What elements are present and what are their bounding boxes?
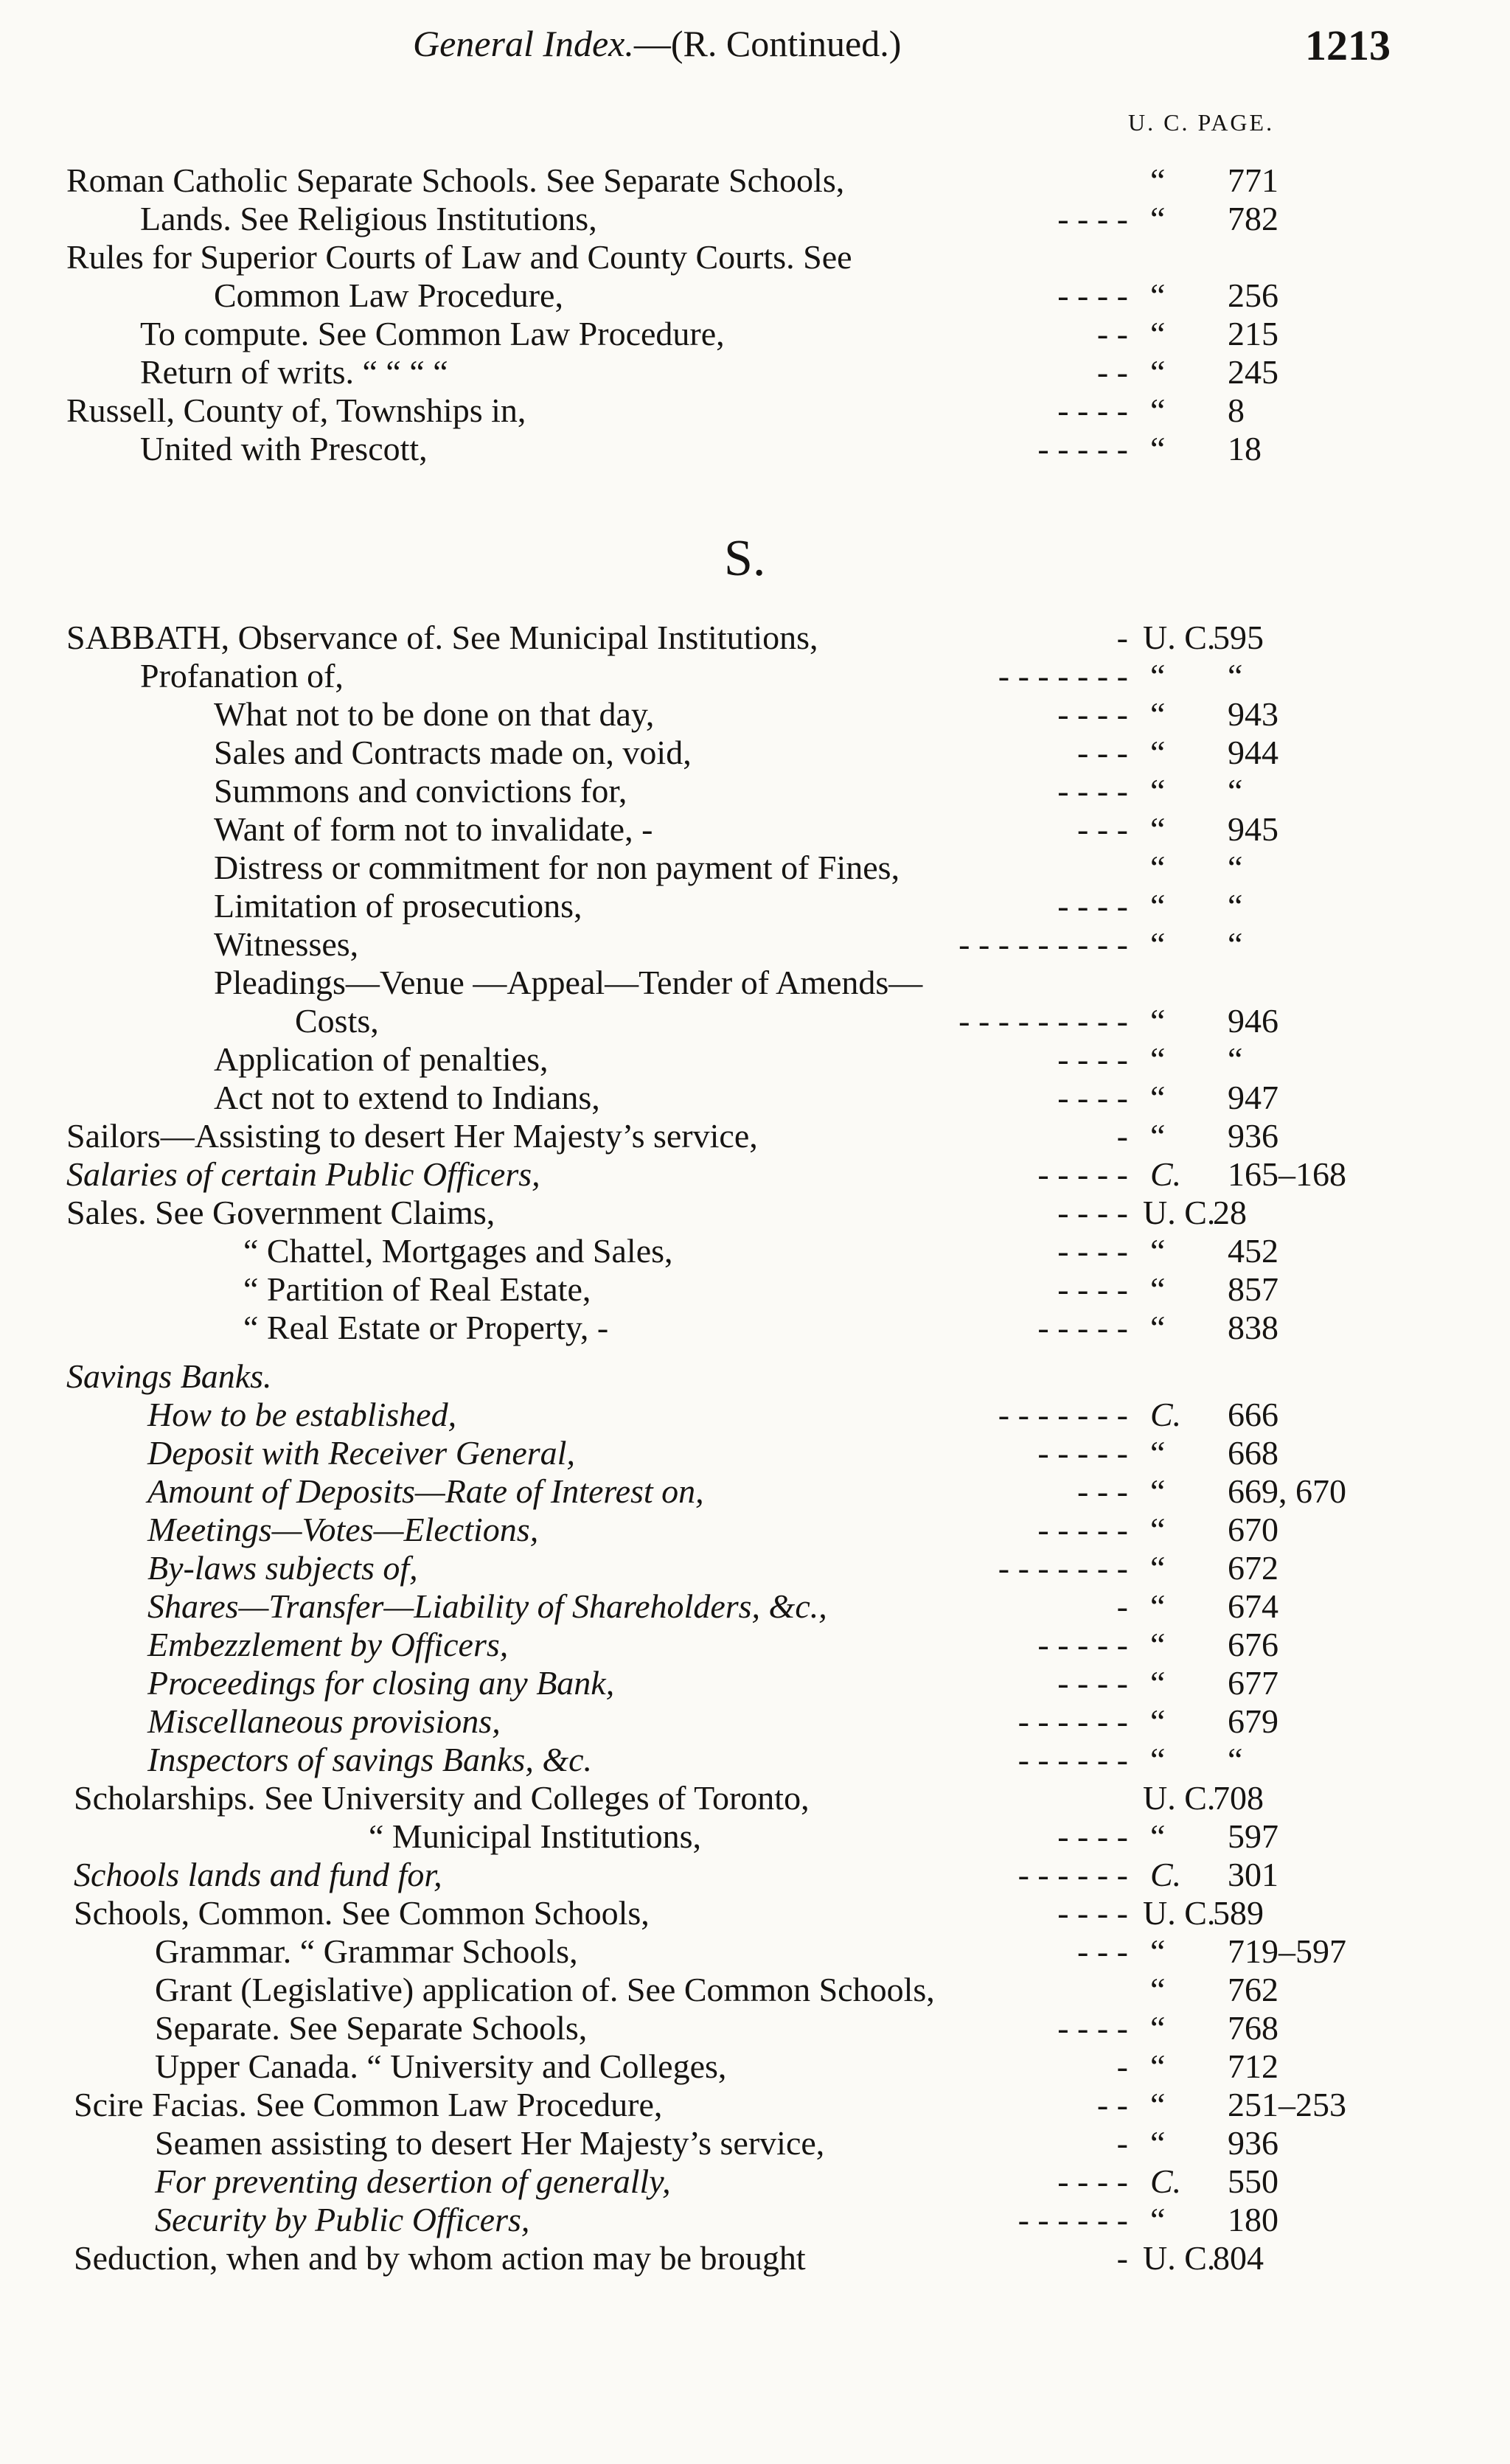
entry-leader-dashes: - - - - xyxy=(1057,2009,1128,2047)
entry-text: SABBATH, Observance of. See Municipal Institutions, xyxy=(66,619,818,656)
entry-text: Pleadings—Venue —Appeal—Tender of Amends— xyxy=(214,964,923,1001)
entry-page: 180 xyxy=(1228,2201,1278,2238)
index-entry xyxy=(0,1193,1510,1233)
column-header: U. C. PAGE. xyxy=(1128,109,1275,136)
entry-text: Sales and Contracts made on, void, xyxy=(214,734,692,771)
entry-volume-ref: “ xyxy=(1150,1434,1166,1472)
index-entry xyxy=(0,1001,1510,1041)
entry-leader-dashes: - - - - xyxy=(1057,1232,1128,1270)
entry-page: 677 xyxy=(1228,1664,1278,1702)
entry-volume-ref: U. C. xyxy=(1143,1779,1216,1817)
entry-text: Witnesses, xyxy=(214,925,359,963)
entry-leader-dashes: - - - - - xyxy=(1037,1155,1128,1193)
entry-volume-ref: C. xyxy=(1150,1155,1182,1193)
entry-text: For preventing desertion of generally, xyxy=(155,2162,671,2200)
index-entry xyxy=(0,1078,1510,1118)
entry-page: 782 xyxy=(1228,200,1278,237)
entry-text: Return of writs. “ “ “ “ xyxy=(140,353,448,391)
index-entry xyxy=(0,1357,1510,1396)
entry-text: Salaries of certain Public Officers, xyxy=(66,1155,540,1193)
entry-volume-ref: “ xyxy=(1150,2124,1166,2162)
index-entry xyxy=(0,2008,1510,2048)
entry-leader-dashes: - - - - xyxy=(1057,276,1128,314)
entry-volume-ref: U. C. xyxy=(1143,1194,1216,1231)
entry-text: Act not to extend to Indians, xyxy=(214,1079,600,1116)
index-entry xyxy=(0,618,1510,658)
entry-leader-dashes: - - - - xyxy=(1057,887,1128,925)
entry-volume-ref: “ xyxy=(1150,1040,1166,1078)
entry-text: Scholarships. See University and Colleges of Toronto, xyxy=(74,1779,810,1817)
entry-page: 679 xyxy=(1228,1702,1278,1740)
index-entry xyxy=(0,733,1510,773)
entry-leader-dashes: - - - - - xyxy=(1037,1434,1128,1472)
entry-leader-dashes: - - - - - - - xyxy=(998,1549,1128,1587)
entry-text: Scire Facias. See Common Law Procedure, xyxy=(74,2086,663,2123)
index-entry xyxy=(0,1548,1510,1588)
entry-text: Common Law Procedure, xyxy=(214,276,563,314)
entry-leader-dashes: - - - - - - - xyxy=(998,657,1128,695)
entry-volume-ref: C. xyxy=(1150,1856,1182,1893)
entry-leader-dashes: - - - - - - - - - xyxy=(958,925,1128,963)
index-entry xyxy=(0,1116,1510,1156)
entry-page: “ xyxy=(1228,849,1243,886)
entry-volume-ref: “ xyxy=(1150,1117,1166,1155)
entry-volume-ref: “ xyxy=(1150,1932,1166,1970)
entry-page: 674 xyxy=(1228,1587,1278,1625)
entry-page: 301 xyxy=(1228,1856,1278,1893)
page-header xyxy=(0,15,1510,74)
index-entry xyxy=(0,2162,1510,2202)
entry-volume-ref: “ xyxy=(1150,772,1166,810)
entry-volume-ref: “ xyxy=(1150,1309,1166,1346)
entry-page: 672 xyxy=(1228,1549,1278,1587)
entry-leader-dashes: - - - xyxy=(1077,810,1128,848)
entry-text: Sailors—Assisting to desert Her Majesty’s service, xyxy=(66,1117,758,1155)
entry-leader-dashes: - - - - xyxy=(1057,2162,1128,2200)
entry-text: Want of form not to invalidate, - xyxy=(214,810,653,848)
entry-leader-dashes: - xyxy=(1116,2124,1128,2162)
index-entry xyxy=(0,1970,1510,2010)
entry-text: “ Real Estate or Property, - xyxy=(243,1309,609,1346)
entry-page: “ xyxy=(1228,772,1243,810)
entry-page: 550 xyxy=(1228,2162,1278,2200)
entry-text: Deposit with Receiver General, xyxy=(147,1434,575,1472)
running-title-suffix: —(R. Continued.) xyxy=(633,23,902,64)
entry-page: “ xyxy=(1228,925,1243,963)
entry-leader-dashes: - - xyxy=(1096,353,1128,391)
entry-leader-dashes: - - - - xyxy=(1057,1270,1128,1308)
entry-page: 251–253 xyxy=(1228,2086,1346,2123)
entry-volume-ref: “ xyxy=(1150,1472,1166,1510)
index-entry xyxy=(0,1893,1510,1933)
entry-leader-dashes: - - - xyxy=(1077,1472,1128,1510)
entry-text: Sales. See Government Claims, xyxy=(66,1194,495,1231)
entry-page: 8 xyxy=(1228,391,1245,429)
entry-text: Embezzlement by Officers, xyxy=(147,1626,509,1663)
entry-volume-ref: “ xyxy=(1150,1971,1166,2008)
entry-leader-dashes: - - - - xyxy=(1057,200,1128,237)
entry-volume-ref: “ xyxy=(1150,1549,1166,1587)
entry-page: “ xyxy=(1228,1040,1243,1078)
entry-volume-ref: “ xyxy=(1150,430,1166,467)
entry-page: 943 xyxy=(1228,695,1278,733)
entry-page: 595 xyxy=(1213,619,1264,656)
index-entry xyxy=(0,1855,1510,1895)
entry-text: Lands. See Religious Institutions, xyxy=(140,200,597,237)
entry-leader-dashes: - - - - xyxy=(1057,1194,1128,1231)
entry-leader-dashes: - - - - xyxy=(1057,1894,1128,1932)
entry-text: Summons and convictions for, xyxy=(214,772,627,810)
index-entry xyxy=(0,1702,1510,1741)
entry-leader-dashes: - - - - - xyxy=(1037,430,1128,467)
index-entry xyxy=(0,1231,1510,1271)
entry-page: 215 xyxy=(1228,315,1278,352)
index-entry xyxy=(0,276,1510,316)
index-entry xyxy=(0,695,1510,734)
index-entry xyxy=(0,1472,1510,1511)
entry-page: 256 xyxy=(1228,276,1278,314)
index-entry xyxy=(0,2200,1510,2240)
entry-text: Security by Public Officers, xyxy=(155,2201,530,2238)
index-entry xyxy=(0,1040,1510,1079)
entry-page: 946 xyxy=(1228,1002,1278,1040)
entry-volume-ref: “ xyxy=(1150,2201,1166,2238)
entry-volume-ref: “ xyxy=(1150,161,1166,199)
entry-text: Rules for Superior Courts of Law and County Courts. See xyxy=(66,238,852,276)
entry-text: What not to be done on that day, xyxy=(214,695,655,733)
entry-page: “ xyxy=(1228,657,1243,695)
entry-volume-ref: U. C. xyxy=(1143,619,1216,656)
index-entry xyxy=(0,314,1510,354)
index-entry xyxy=(0,1270,1510,1309)
entry-leader-dashes: - - - - - - xyxy=(1017,1856,1128,1893)
entry-text: Miscellaneous provisions, xyxy=(147,1702,501,1740)
entry-text: “ Municipal Institutions, xyxy=(369,1817,702,1855)
index-entry xyxy=(0,1817,1510,1856)
index-entry xyxy=(0,963,1510,1003)
index-entry xyxy=(0,925,1510,964)
entry-page: 762 xyxy=(1228,1971,1278,2008)
entry-page: 945 xyxy=(1228,810,1278,848)
entry-volume-ref: “ xyxy=(1150,810,1166,848)
entry-volume-ref: “ xyxy=(1150,1817,1166,1855)
entry-page: 589 xyxy=(1213,1894,1264,1932)
index-entry xyxy=(0,352,1510,392)
index-entry xyxy=(0,810,1510,849)
index-entry xyxy=(0,771,1510,811)
entry-volume-ref: “ xyxy=(1150,1511,1166,1548)
entry-volume-ref: “ xyxy=(1150,849,1166,886)
entry-text: Costs, xyxy=(295,1002,379,1040)
entry-page: 676 xyxy=(1228,1626,1278,1663)
entry-page: 708 xyxy=(1213,1779,1264,1817)
entry-volume-ref: “ xyxy=(1150,925,1166,963)
index-entry xyxy=(0,1778,1510,1818)
entry-volume-ref: “ xyxy=(1150,1626,1166,1663)
entry-text: Profanation of, xyxy=(140,657,344,695)
entry-leader-dashes: - - - - - - xyxy=(1017,1741,1128,1778)
entry-page: 670 xyxy=(1228,1511,1278,1548)
entry-leader-dashes: - - - - xyxy=(1057,391,1128,429)
entry-volume-ref: “ xyxy=(1150,391,1166,429)
entry-leader-dashes: - - - xyxy=(1077,734,1128,771)
entry-text: Seduction, when and by whom action may be brought xyxy=(74,2239,806,2277)
entry-text: United with Prescott, xyxy=(140,430,428,467)
entry-leader-dashes: - - - - - - - - - xyxy=(958,1002,1128,1040)
entry-volume-ref: “ xyxy=(1150,1664,1166,1702)
entry-volume-ref: “ xyxy=(1150,1270,1166,1308)
entry-leader-dashes: - - - - - - xyxy=(1017,1702,1128,1740)
index-entry xyxy=(0,886,1510,926)
entry-volume-ref: “ xyxy=(1150,887,1166,925)
entry-leader-dashes: - - - - - xyxy=(1037,1511,1128,1548)
entry-text: Savings Banks. xyxy=(66,1357,272,1395)
index-entry xyxy=(0,391,1510,431)
running-title xyxy=(413,22,901,65)
index-entry xyxy=(0,199,1510,239)
entry-page: 768 xyxy=(1228,2009,1278,2047)
entry-page: 936 xyxy=(1228,1117,1278,1155)
entry-page: 669, 670 xyxy=(1228,1472,1346,1510)
index-entry xyxy=(0,1395,1510,1435)
index-entry xyxy=(0,1625,1510,1665)
entry-text: Amount of Deposits—Rate of Interest on, xyxy=(147,1472,704,1510)
entry-text: Roman Catholic Separate Schools. See Separate Schools, xyxy=(66,161,845,199)
entry-page: 28 xyxy=(1213,1194,1247,1231)
entry-leader-dashes: - xyxy=(1116,1587,1128,1625)
entry-page: 712 xyxy=(1228,2047,1278,2085)
entry-text: Grant (Legislative) application of. See Common Schools, xyxy=(155,1971,935,2008)
entry-text: By-laws subjects of, xyxy=(147,1549,418,1587)
entry-volume-ref: “ xyxy=(1150,353,1166,391)
entry-text: Meetings—Votes—Elections, xyxy=(147,1511,539,1548)
entry-volume-ref: “ xyxy=(1150,1079,1166,1116)
entry-leader-dashes: - - - - - xyxy=(1037,1626,1128,1663)
section-letter: S. xyxy=(724,530,766,587)
entry-page: 838 xyxy=(1228,1309,1278,1346)
entry-leader-dashes: - - - - xyxy=(1057,1664,1128,1702)
index-entry xyxy=(0,1932,1510,1971)
entry-volume-ref: “ xyxy=(1150,276,1166,314)
index-entry xyxy=(0,1740,1510,1780)
entry-volume-ref: “ xyxy=(1150,1232,1166,1270)
index-entry xyxy=(0,2047,1510,2087)
entry-text: Upper Canada. “ University and Colleges, xyxy=(155,2047,727,2085)
index-entry xyxy=(0,161,1510,201)
entry-volume-ref: “ xyxy=(1150,1002,1166,1040)
running-title-prefix: General Index. xyxy=(413,23,634,64)
entry-volume-ref: “ xyxy=(1150,734,1166,771)
index-entry xyxy=(0,237,1510,277)
entry-page: 597 xyxy=(1228,1817,1278,1855)
index-entry xyxy=(0,1510,1510,1550)
entry-leader-dashes: - - - - xyxy=(1057,1040,1128,1078)
entry-leader-dashes: - xyxy=(1116,2239,1128,2277)
index-entry xyxy=(0,2085,1510,2125)
entry-volume-ref: “ xyxy=(1150,695,1166,733)
entry-page: 452 xyxy=(1228,1232,1278,1270)
entry-leader-dashes: - - - - xyxy=(1057,695,1128,733)
entry-page: “ xyxy=(1228,887,1243,925)
entry-page: 668 xyxy=(1228,1434,1278,1472)
entry-text: Schools lands and fund for, xyxy=(74,1856,442,1893)
entry-page: 947 xyxy=(1228,1079,1278,1116)
entry-text: Grammar. “ Grammar Schools, xyxy=(155,1932,578,1970)
entry-text: Limitation of prosecutions, xyxy=(214,887,582,925)
entry-text: “ Chattel, Mortgages and Sales, xyxy=(243,1232,673,1270)
entry-text: How to be established, xyxy=(147,1396,457,1433)
index-entry xyxy=(0,1308,1510,1348)
entry-text: Proceedings for closing any Bank, xyxy=(147,1664,615,1702)
entry-text: Inspectors of savings Banks, &c. xyxy=(147,1741,593,1778)
entry-leader-dashes: - - - - - - - xyxy=(998,1396,1128,1433)
entry-leader-dashes: - - xyxy=(1096,2086,1128,2123)
entry-text: Distress or commitment for non payment of Fines, xyxy=(214,849,900,886)
entry-leader-dashes: - - - - - xyxy=(1037,1309,1128,1346)
index-entry xyxy=(0,1663,1510,1703)
entry-volume-ref: U. C. xyxy=(1143,2239,1216,2277)
entry-page: 165–168 xyxy=(1228,1155,1346,1193)
entry-page: 719–597 xyxy=(1228,1932,1346,1970)
index-entry xyxy=(0,848,1510,888)
entry-leader-dashes: - - - - - - xyxy=(1017,2201,1128,2238)
index-entry xyxy=(0,2123,1510,2163)
entry-leader-dashes: - - xyxy=(1096,315,1128,352)
entry-text: “ Partition of Real Estate, xyxy=(243,1270,591,1308)
index-entry xyxy=(0,1433,1510,1473)
entry-text: Seamen assisting to desert Her Majesty’s service, xyxy=(155,2124,825,2162)
entry-leader-dashes: - - - xyxy=(1077,1932,1128,1970)
entry-leader-dashes: - - - - xyxy=(1057,772,1128,810)
index-entry xyxy=(0,1155,1510,1194)
index-entry xyxy=(0,656,1510,696)
entry-leader-dashes: - xyxy=(1116,1117,1128,1155)
index-entry xyxy=(0,1587,1510,1626)
entry-page: “ xyxy=(1228,1741,1243,1778)
index-entry xyxy=(0,2238,1510,2278)
entry-page: 18 xyxy=(1228,430,1262,467)
entry-leader-dashes: - xyxy=(1116,619,1128,656)
index-entry xyxy=(0,429,1510,469)
entry-text: To compute. See Common Law Procedure, xyxy=(140,315,725,352)
entry-text: Russell, County of, Townships in, xyxy=(66,391,526,429)
entry-leader-dashes: - - - - xyxy=(1057,1079,1128,1116)
entry-volume-ref: “ xyxy=(1150,315,1166,352)
entry-volume-ref: “ xyxy=(1150,1587,1166,1625)
entry-volume-ref: “ xyxy=(1150,200,1166,237)
entry-text: Separate. See Separate Schools, xyxy=(155,2009,588,2047)
entry-text: Schools, Common. See Common Schools, xyxy=(74,1894,650,1932)
entry-text: Shares—Transfer—Liability of Shareholders, &c., xyxy=(147,1587,827,1625)
entry-page: 857 xyxy=(1228,1270,1278,1308)
entry-volume-ref: U. C. xyxy=(1143,1894,1216,1932)
entry-page: 936 xyxy=(1228,2124,1278,2162)
entry-page: 771 xyxy=(1228,161,1278,199)
entry-page: 245 xyxy=(1228,353,1278,391)
entry-volume-ref: C. xyxy=(1150,2162,1182,2200)
entry-text: Application of penalties, xyxy=(214,1040,549,1078)
page-number: 1213 xyxy=(1305,21,1391,69)
entry-page: 944 xyxy=(1228,734,1278,771)
entry-page: 804 xyxy=(1213,2239,1264,2277)
entry-volume-ref: “ xyxy=(1150,2086,1166,2123)
entry-leader-dashes: - xyxy=(1116,2047,1128,2085)
entry-volume-ref: C. xyxy=(1150,1396,1182,1433)
entry-volume-ref: “ xyxy=(1150,2009,1166,2047)
entry-volume-ref: “ xyxy=(1150,1702,1166,1740)
entry-leader-dashes: - - - - xyxy=(1057,1817,1128,1855)
entry-page: 666 xyxy=(1228,1396,1278,1433)
entry-volume-ref: “ xyxy=(1150,1741,1166,1778)
entry-volume-ref: “ xyxy=(1150,2047,1166,2085)
entry-volume-ref: “ xyxy=(1150,657,1166,695)
